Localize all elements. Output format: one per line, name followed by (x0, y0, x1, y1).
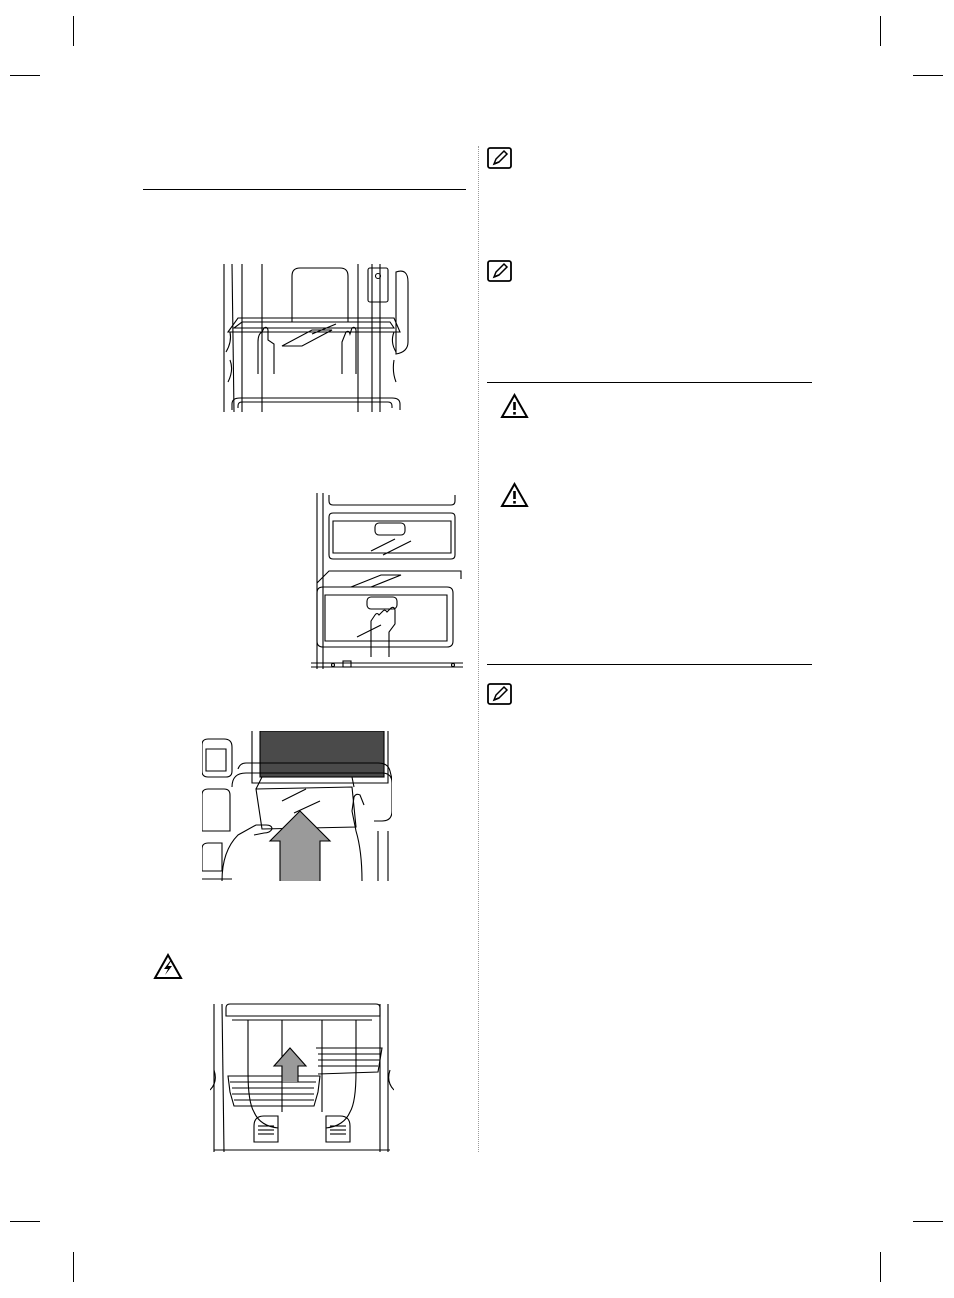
crop-mark-bottom-left-vertical (73, 1252, 74, 1282)
electric-shock-icon (153, 953, 183, 980)
crop-mark-bottom-right-horizontal (913, 1221, 943, 1222)
right-note-rule (487, 664, 812, 665)
wire-shelf-lifting-illustration (210, 1002, 394, 1154)
crop-mark-top-right-horizontal (913, 75, 943, 76)
left-section-rule (143, 189, 466, 190)
fridge-shelf-removal-figure (212, 262, 410, 414)
note-pencil-icon (487, 260, 512, 282)
right-caution-rule (487, 382, 812, 383)
freezer-wire-shelf-figure (210, 1002, 394, 1154)
crop-mark-bottom-right-vertical (880, 1252, 881, 1282)
column-divider (478, 146, 479, 1152)
hands-lifting-glass-shelf-illustration (212, 262, 410, 414)
crop-mark-top-right-vertical (880, 16, 881, 46)
hands-lifting-door-bin-illustration (202, 731, 392, 883)
hand-pulling-drawer-illustration (311, 491, 463, 671)
caution-triangle-icon (500, 482, 529, 508)
note-pencil-icon (487, 147, 512, 169)
crop-mark-top-left-vertical (73, 16, 74, 46)
door-bin-removal-figure (202, 731, 392, 883)
crop-mark-bottom-left-horizontal (10, 1221, 40, 1222)
crop-mark-top-left-horizontal (10, 75, 40, 76)
caution-triangle-icon (500, 393, 529, 419)
note-pencil-icon (487, 683, 512, 705)
vegetable-drawer-removal-figure (311, 491, 463, 671)
